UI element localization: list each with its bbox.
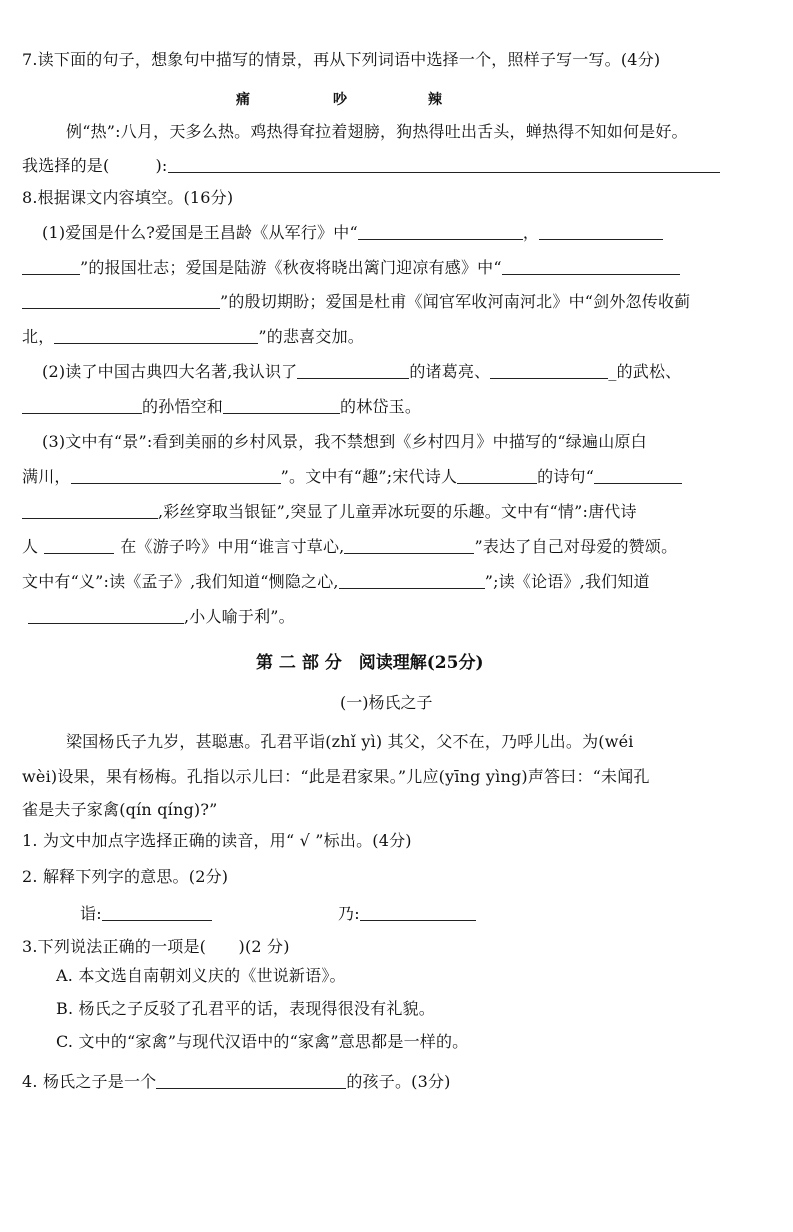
q8-blank-3b[interactable] <box>22 292 220 309</box>
q8-blank-4[interactable] <box>54 327 258 344</box>
passage-line-3: 雀是夫子家禽(qín qíng)?” <box>22 800 218 819</box>
q8-p3-line4 <box>22 537 677 557</box>
q8-blank-1[interactable] <box>358 223 523 240</box>
q8-p1-text: (1)爱国是什么?爱国是王昌龄《从军行》中“ <box>42 223 358 242</box>
question-3: 3.下列说法正确的一项是( )(2 分) <box>22 937 290 956</box>
q8-p3-text8: 文中有“义”:读《孟子》,我们知道“恻隐之心, <box>22 572 339 591</box>
q8-blank-2a[interactable] <box>539 223 663 240</box>
q8-blank-11b[interactable] <box>22 502 158 519</box>
q8-blank-14[interactable] <box>339 572 485 589</box>
q3-option-c[interactable]: C. 文中的“家禽”与现代汉语中的“家禽”意思都是一样的。 <box>56 1032 469 1051</box>
q8-blank-11a[interactable] <box>594 467 682 484</box>
passage-line-2: wèi)设果，果有杨梅。孔指以示儿曰：“此是君家果。”儿应(yīng yìng)声答曰：“未闻孔 <box>22 767 650 786</box>
q8-p3-text2: ”。文中有“趣”;宋代诗人 <box>280 467 458 486</box>
q2-blank-b[interactable] <box>360 904 476 921</box>
q8-blank-9[interactable] <box>71 467 281 484</box>
q2-item-b-label: 乃: <box>338 904 360 923</box>
question-2: 2. 解释下列字的意思。(2分) <box>22 867 229 886</box>
q8-p3-text6: 在《游子吟》中用“谁言寸草心, <box>120 537 345 556</box>
q8-blank-6[interactable] <box>490 362 608 379</box>
part2-subtitle: (一)杨氏之子 <box>340 693 433 712</box>
q8-p2-line2 <box>22 397 421 417</box>
question-1: 1. 为文中加点字选择正确的读音，用“ √ ”标出。(4分) <box>22 831 412 850</box>
q7-choice-line <box>22 156 720 176</box>
q8-p3-text5: 人 <box>22 537 39 556</box>
q4-text: 4. 杨氏之子是一个 <box>22 1072 157 1091</box>
q8-p3-text4: ,彩丝穿取当银钲”,突显了儿童弄冰玩耍的乐趣。文中有“情”:唐代诗 <box>158 502 637 521</box>
q8-blank-5[interactable] <box>297 362 409 379</box>
q8-prompt: 8.根据课文内容填空。(16分) <box>22 188 234 207</box>
q2-item-a-label: 诣: <box>80 904 102 923</box>
q8-p2-text5: 的林岱玉。 <box>340 397 422 416</box>
q7-choice-prefix: 我选择的是( <box>22 156 110 175</box>
q8-blank-8[interactable] <box>223 397 340 414</box>
q8-p1-line2 <box>22 258 680 278</box>
q8-p3-line2 <box>22 467 682 487</box>
q8-p1-text2: ”的报国壮志；爱国是陆游《秋夜将晓出篱门迎凉有感》中“ <box>80 258 502 277</box>
q8-p2-text3: _的武松、 <box>608 362 682 381</box>
passage-line-1: 梁国杨氏子九岁，甚聪惠。孔君平诣(zhǐ yì) 其父，父不在，乃呼儿出。为(wéi <box>66 732 634 751</box>
q3-option-a[interactable]: A. 本文选自南朝刘义庆的《世说新语》。 <box>56 966 346 985</box>
q8-p3-text9: ”;读《论语》,我们知道 <box>484 572 650 591</box>
q8-p2-text: (2)读了中国古典四大名著,我认识了 <box>42 362 298 381</box>
q8-p2-text2: 的诸葛亮、 <box>409 362 491 381</box>
q7-prompt: 7.读下面的句子，想象句中描写的情景，再从下列词语中选择一个，照样子写一写。(4分) <box>22 50 661 69</box>
q8-blank-12[interactable] <box>44 537 114 554</box>
q2-blank-a[interactable] <box>102 904 212 921</box>
q7-choice-mid: ): <box>155 156 168 175</box>
q7-word-3: 辣 <box>428 92 442 108</box>
q8-p2-line1 <box>42 362 681 382</box>
q8-p3-line5 <box>22 572 650 592</box>
question-4 <box>22 1072 451 1092</box>
q3-option-b[interactable]: B. 杨氏之子反驳了孔君平的话，表现得很没有礼貌。 <box>56 999 435 1018</box>
q8-p1-text5: ”的悲喜交加。 <box>258 327 364 346</box>
q8-p3-text7: ”表达了自己对母爱的赞颂。 <box>474 537 678 556</box>
q8-p3-text3: 的诗句“ <box>537 467 595 486</box>
q8-p3-line6 <box>22 607 295 627</box>
q8-p3-text: 满川， <box>22 467 71 486</box>
q8-p1-text3: ”的殷切期盼；爱国是杜甫《闻官军收河南河北》中“剑外忽传收蓟 <box>220 292 691 311</box>
q7-word-1: 痛 <box>236 92 250 108</box>
q8-blank-3a[interactable] <box>502 258 680 275</box>
q4-text2: 的孩子。(3分) <box>346 1072 451 1091</box>
q8-p3-text10: ,小人喻于利”。 <box>184 607 295 626</box>
q2-item-a <box>80 904 212 924</box>
q8-blank-13[interactable] <box>344 537 474 554</box>
q4-blank[interactable] <box>156 1072 346 1089</box>
part2-title: 第 二 部 分 阅读理解(25分) <box>256 653 484 673</box>
q7-answer-blank[interactable] <box>168 156 720 173</box>
q8-p3-line1: (3)文中有“景”:看到美丽的乡村风景，我不禁想到《乡村四月》中描写的“绿遍山原白 <box>42 432 647 451</box>
q8-p1-line4 <box>22 327 364 347</box>
q7-example: 例“热”:八月，天多么热。鸡热得耷拉着翅膀，狗热得吐出舌头，蝉热得不知如何是好。 <box>66 122 688 141</box>
q7-word-2: 吵 <box>333 92 347 108</box>
q8-blank-7[interactable] <box>22 397 142 414</box>
q2-item-b <box>338 904 476 924</box>
q8-blank-15[interactable] <box>28 607 184 624</box>
q8-blank-10[interactable] <box>457 467 537 484</box>
q8-p3-line3 <box>22 502 637 522</box>
q8-p1-line1 <box>42 223 663 243</box>
q8-blank-2b[interactable] <box>22 258 80 275</box>
q8-p1-comma: ， <box>522 223 540 242</box>
q8-p1-text4: 北， <box>22 327 55 346</box>
q8-p2-text4: 的孙悟空和 <box>142 397 224 416</box>
q8-p1-line3 <box>22 292 690 312</box>
